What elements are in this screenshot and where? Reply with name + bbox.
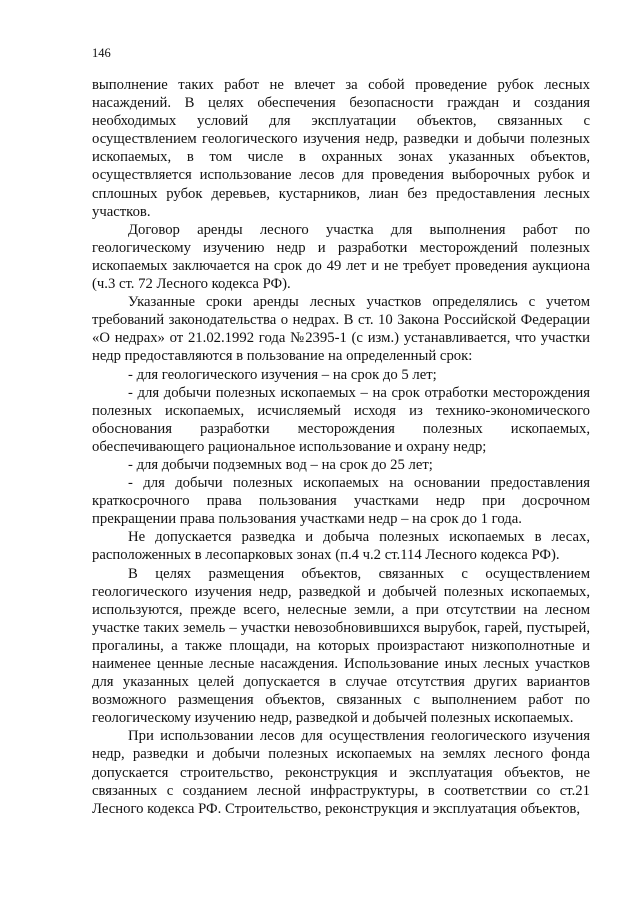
body-text bbox=[92, 76, 590, 818]
paragraph-construction: При использовании лесов для осуществления геологического изучения недр, разведки и добычи полезных ископаемых на землях лесного фонда допускается строительство, реконструкция и эксплуатация объектов, не связанных с созданием лесной инфраструктуры, в соответствии со ст.21 Лесного кодекса РФ. Строительство, реконструкция и эксплуатация объектов, bbox=[92, 728, 590, 817]
list-item-geological-study: - для геологического изучения – на срок до 5 лет; bbox=[128, 366, 437, 383]
page-number: 146 bbox=[92, 46, 111, 60]
paragraph-object-placement: В целях размещения объектов, связанных с осуществлением геологического изучения недр, разведкой и добычей полезных ископаемых, используются, прежде всего, нелесные земли, а при отсутствии на лесном участке таких земель – участки невозобновившихся вырубок, гарей, пустырей, прогалины, а также площади, на которых произрастают низкополнотные и наименее ценные лесные насаждения. Использование иных лесных участков для указанных целей допускается в случае отсутствия других вариантов возможного размещения объектов, связанных с выполнением работ по геологическому изучению недр, разведкой и добычей полезных ископаемых. bbox=[92, 565, 590, 727]
paragraph-lease-terms: Указанные сроки аренды лесных участков определялись с учетом требований законодательства о недрах. В ст. 10 Закона Российской Федерации «О недрах» от 21.02.1992 года №2395-1 (с изм.) устанавливается, что участки недр предоставляются в пользование на определенный срок: bbox=[92, 294, 590, 365]
paragraph-lease-agreement: Договор аренды лесного участка для выполнения работ по геологическому изучению недр и разработки месторождений полезных ископаемых заключается на срок до 49 лет и не требует проведения аукциона (ч.3 ст. 72 Лесного кодекса РФ). bbox=[92, 221, 590, 293]
list-item-short-term-right: - для добычи полезных ископаемых на основании предоставления краткосрочного права пользования участками недр при досрочном прекращении права пользования участками недр – на срок до 1 года. bbox=[92, 475, 590, 528]
list-item-mineral-extraction: - для добычи полезных ископаемых – на срок отработки месторождения полезных ископаемых, исчисляемый исходя из технико-экономического обоснования разработки месторождения полезных ископаемых, обеспечивающего рациональное использование и охрану недр; bbox=[92, 384, 590, 455]
paragraph-continuation: выполнение таких работ не влечет за собой проведение рубок лесных насаждений. В целях обеспечения безопасности граждан и создания необходимых условий для эксплуатации объектов, связанных с осуществлением геологического изучения недр, разведки и добычи полезных ископаемых, в том числе в охранных зонах указанных объектов, осуществляется использование лесов для проведения выборочных рубок и сплошных рубок деревьев, кустарников, лиан без предоставления лесных участков. bbox=[92, 77, 590, 220]
list-item-groundwater: - для добычи подземных вод – на срок до 25 лет; bbox=[128, 456, 433, 473]
paragraph-forest-park-zones: Не допускается разведка и добыча полезных ископаемых в лесах, расположенных в лесопарковых зонах (п.4 ч.2 ст.114 Лесного кодекса РФ). bbox=[92, 529, 590, 564]
